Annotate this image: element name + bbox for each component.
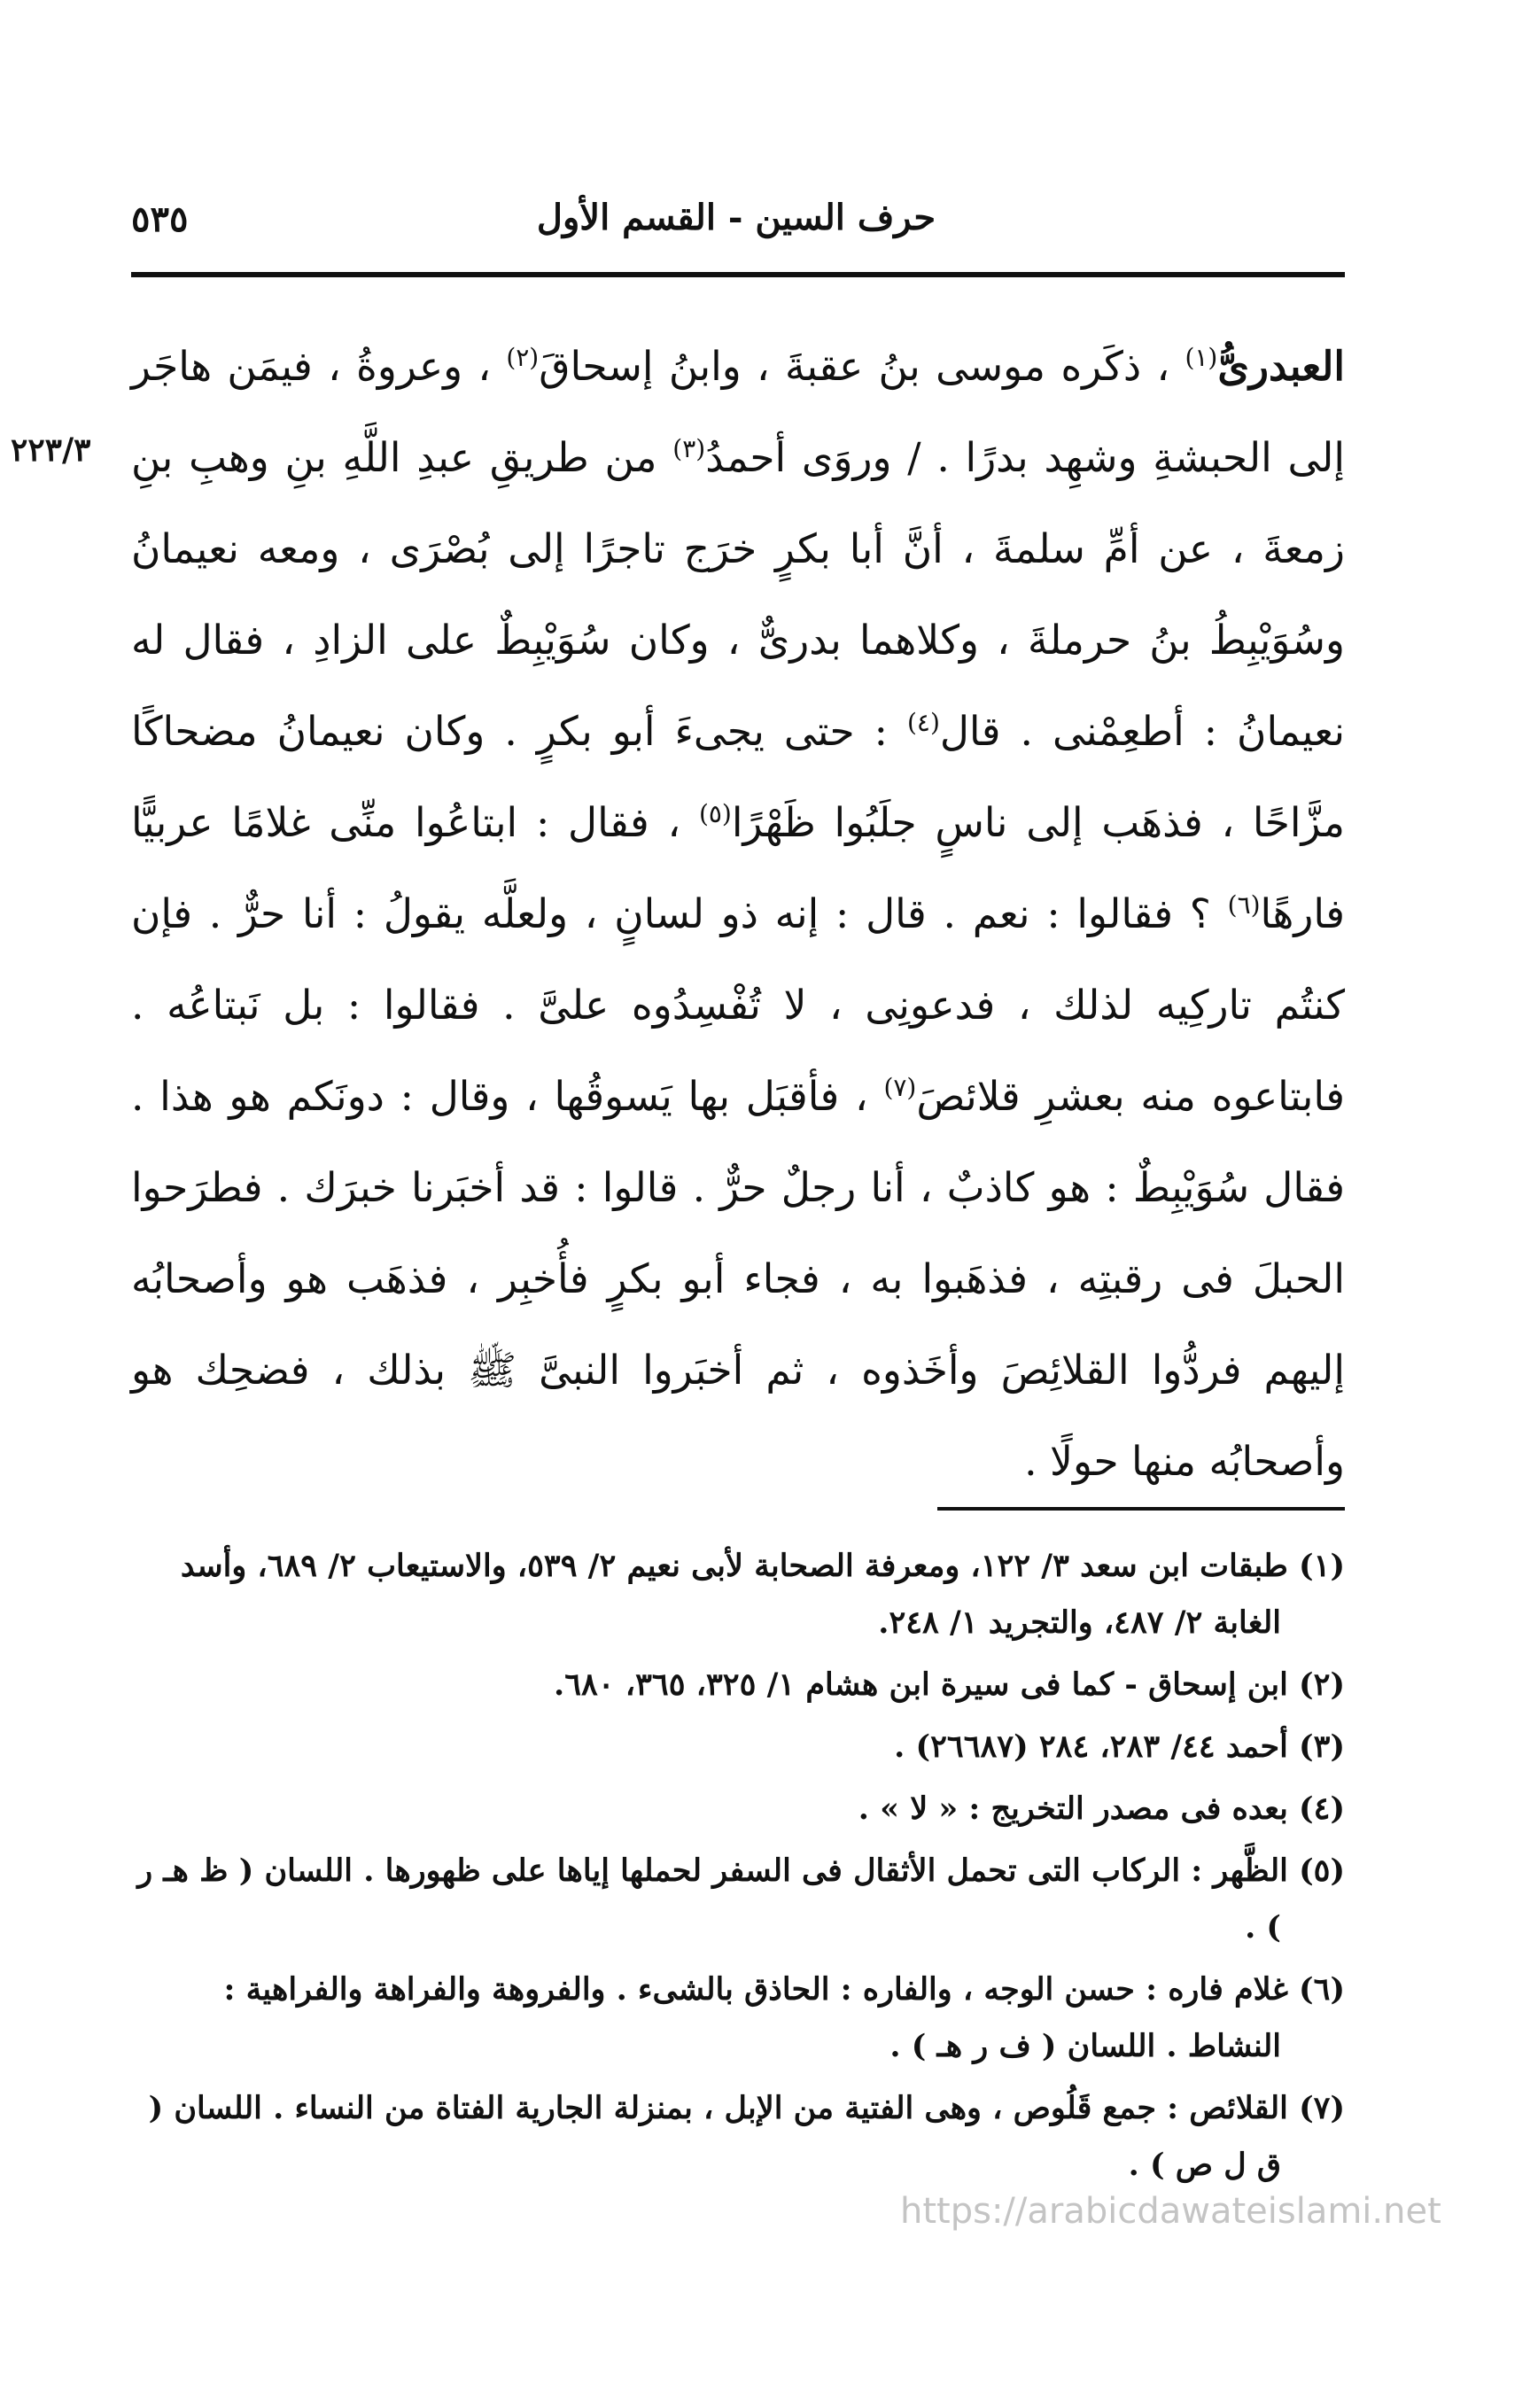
watermark-url: https://arabicdawateislami.net bbox=[900, 2191, 1441, 2232]
entry-name: العبدرىُّ bbox=[1217, 342, 1346, 390]
footnotes bbox=[131, 1538, 1345, 2194]
footnote-ref-2: (٢) bbox=[506, 342, 540, 372]
main-text-segment: ، وعروةُ ، فيمَن هاجَر إلى الحبشةِ وشهِد بدرًا . / وروَى أحمدُ bbox=[131, 343, 1345, 481]
main-text-segment: من طريقِ عبدِ اللَّهِ بنِ وهبِ بنِ زمعةَ ، عن أمِّ سلمةَ ، أنَّ أبا بكرٍ خرَج تاجرًا إلى بُصْرَى ، ومعه نعيمانُ وسُوَيْبِطُ بنُ حرملةَ ، وكلاهما بدرىٌّ ، وكان سُوَيْبِطٌ على الزادِ ، فقال له نعيمانُ : أطعِمْنى . قال bbox=[131, 434, 1345, 755]
main-text-segment: ، فأقبَل بها يَسوقُها ، وقال : دونَكم هو هذا . فقال سُوَيْبِطٌ : هو كاذبٌ ، أنا رجلٌ حرٌّ . قالوا : قد أخبَرنا خبرَك . فطرَحوا الحبلَ فى رقبتِه ، فذهَبوا به ، فجاء أبو بكرٍ فأُخبِر ، فذهَب هو وأصحابُه إليهم فردُّوا القلائِصَ وأخَذوه ، ثم أخبَروا النبىَّ ﷺ بذلك ، فضحِك هو وأصحابُه منها حولًا . bbox=[131, 1073, 1345, 1485]
footnote-ref-5: (٥) bbox=[698, 798, 732, 828]
main-text-segment: ؟ فقالوا : نعم . قال : إنه ذو لسانٍ ، ولعلَّه يقولُ : أنا حرٌّ . فإن كنتُم تاركِيه لذلك ، فدعونِى ، لا تُفْسِدُوه علىَّ . فقالوا : بل نَبتاعُه . فابتاعوه منه بعشرِ قلائصَ bbox=[131, 890, 1345, 1120]
margin-volume-page-note: ٢٢٣/٣ bbox=[11, 431, 91, 469]
footnote-3: (٣) أحمد ٤٤/ ٢٨٣، ٢٨٤ (٢٦٦٨٧) . bbox=[894, 1728, 1345, 1765]
footnote-separator bbox=[937, 1507, 1345, 1511]
footnote-5: (٥) الظَّهر : الركاب التى تحمل الأثقال فى السفر لحملها إياها على ظهورها . اللسان ( ظ هـ ر ) . bbox=[137, 1853, 1345, 1946]
header-rule bbox=[131, 272, 1345, 277]
footnote-7: (٧) القلائص : جمع قَلُوص ، وهى الفتية من الإبل ، بمنزلة الجارية الفتاة من النساء . اللسان ( ق ل ص ) . bbox=[148, 2090, 1345, 2183]
main-text-segment: : حتى يجىءَ أبو بكرٍ . وكان نعيمانُ مضحاكًا مزَّاحًا ، فذهَب إلى ناسٍ جلَبُوا ظَهْرًا bbox=[131, 708, 1346, 846]
main-text bbox=[131, 321, 1345, 1507]
main-text-segment: ، فقال : ابتاعُوا منِّى غلامًا عربيًّا فارهًا bbox=[131, 799, 1345, 937]
page-header-title: حرف السين - القسم الأول bbox=[536, 197, 936, 238]
page-number: ٥٣٥ bbox=[131, 198, 189, 240]
footnote-ref-1: (١) bbox=[1185, 342, 1218, 372]
footnote-2: (٢) ابن إسحاق - كما فى سيرة ابن هشام ١/ ٣٢٥، ٣٦٥، ٦٨٠. bbox=[554, 1666, 1345, 1703]
footnote-ref-3: (٣) bbox=[672, 433, 706, 463]
footnote-4: (٤) بعده فى مصدر التخريج : « لا » . bbox=[858, 1790, 1345, 1827]
running-head bbox=[131, 195, 1341, 248]
footnote-6: (٦) غلام فاره : حسن الوجه ، والفاره : الحاذق بالشىء . والفروهة والفراهة والفراهية : النشاط . اللسان ( ف ر هـ ) . bbox=[223, 1971, 1345, 2064]
footnote-ref-6: (٦) bbox=[1227, 889, 1261, 920]
footnote-ref-7: (٧) bbox=[883, 1072, 917, 1102]
footnote-1: (١) طبقات ابن سعد ٣/ ١٢٢، ومعرفة الصحابة لأبى نعيم ٢/ ٥٣٩، والاستيعاب ٢/ ٦٨٩، وأسد الغابة ٢/ ٤٨٧، والتجريد ١/ ٢٤٨. bbox=[180, 1548, 1345, 1641]
main-text-segment: ، ذكَره موسى بنُ عقبةَ ، وابنُ إسحاقَ bbox=[539, 343, 1185, 390]
footnote-ref-4: (٤) bbox=[906, 707, 940, 737]
